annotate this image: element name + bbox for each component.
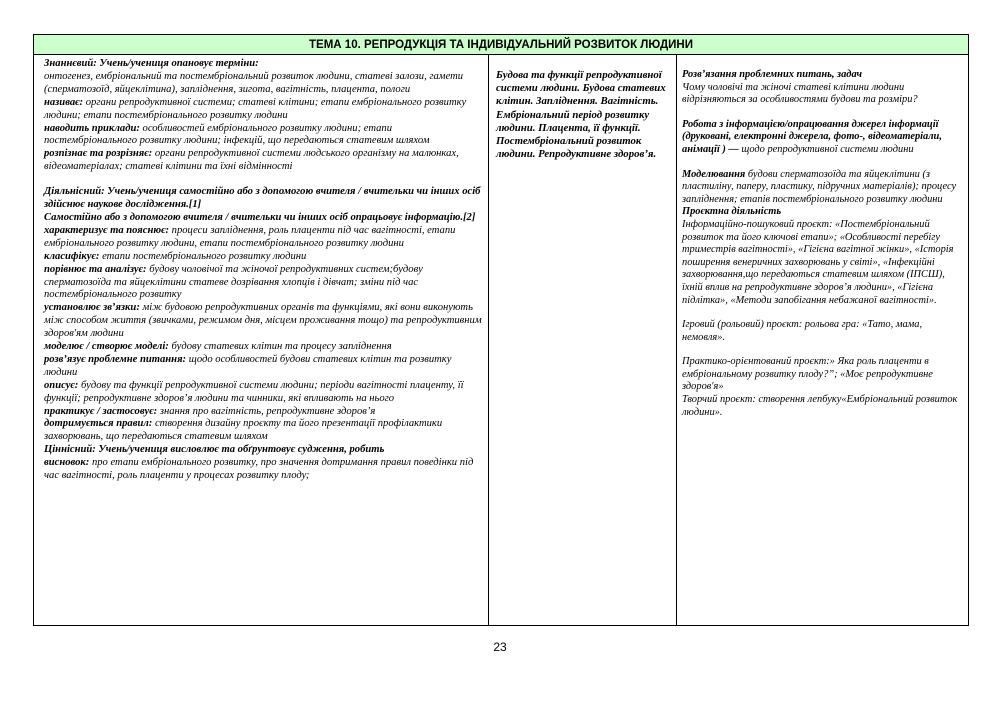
activities-column [677, 55, 968, 625]
project-info-search: Інформаційно-пошуковий проєкт: «Постембріональний розвиток та його ключові етапи»; «Особливості перебігу триместрів вагітності», «Гігієна вагітної жінки», «Історія поширення венеричних захворювань у світі», «Інфекційні захворювання,що передаються статевим шляхом (ІПСШ), їхній вплив на репродуктивне здоров’я людини», «Гігієна підлітка», «Методи запобігання небажаної вагітності». [682, 218, 954, 306]
outcome-links: установлює зв’язки: між будовою репродуктивних органів та функціями, які вони виконують між способом життя (звичками, режимом дня, місцем проживання тощо) та репродуктивним здоров'ям людини [44, 302, 482, 340]
table-title: ТЕМА 10. РЕПРОДУКЦІЯ ТА ІНДИВІДУАЛЬНИЙ РОЗВИТОК ЛЮДИНИ [34, 35, 968, 55]
learning-outcomes-column [34, 55, 489, 625]
outcome-examples: наводить приклади: особливостей ембріонального розвитку людини; етапи постембріонального розвитку людини; інфекцій, що передаються статевим шляхом [44, 122, 430, 147]
outcome-models: моделює / створює моделі: будову статевих клітин та процесу запліднення [44, 341, 392, 353]
activity-heading: Діяльнісний: Учень/учениця самостійно або з допомогою вчителя / вчительки чи інших осіб здійснює наукове дослідження.[1] [44, 186, 481, 211]
project-practical: Практико-орієнтований проєкт:» Яка роль плаценти в ембріональному розвитку плоду?”; «Моє репродуктивне здоров'я» [682, 356, 933, 393]
content-text: Будова та функції репродуктивної системи людини. Будова статевих клітин. Запліднення. Вагітність. Ембріональний період розвитку людини. Плацента, її функції. Постембріональний розвиток людини. Репродуктивне здоров’я. [496, 69, 666, 161]
outcome-names: називає: органи репродуктивної системи; статеві клітини; етапи ембріонального розвитку людини; етапи постембріонального розвитку людини [44, 96, 467, 121]
info-work: Робота з інформацією/опрацювання джерел інформації (друковані, електронні джерела, фото-, відеоматеріали, анімації ) — щодо репродуктивної системи людини [682, 118, 942, 155]
problem-solving-text: Чому чоловічі та жіночі статеві клітини людини відрізняються за особливостями будови та розміри? [682, 81, 918, 106]
project-role-play: Ігровий (рольовий) проєкт: рольова гра: «Тато, мама, немовля». [682, 319, 923, 343]
topic-table [33, 34, 969, 626]
outcome-characterizes: характеризує та пояснює: процеси запліднення, роль плаценти під час вагітності, етапи ембріонального розвитку людини, етапи постембріонального розвитку людини [44, 224, 456, 249]
values-heading: Ціннісний: Учень/учениця висловлює та обґрунтовує судження, робить [44, 444, 385, 456]
outcome-conclusion: висновок: про етапи ембріонального розвитку, про значення дотримання правил поведінки під час вагітності, роль плаценти у процесах розвитку плоду; [44, 457, 474, 482]
knowledge-heading: Знаннєвий: Учень/учениця опановує терміни: [44, 58, 259, 69]
outcome-describes: описує: будову та функції репродуктивної системи людини; періоди вагітності плаценту, її функції; репродуктивне здоров’я людини та чинники, які впливають на нього [44, 379, 464, 404]
project-heading: Проєктна діяльність [682, 206, 782, 218]
outcome-practices: практикує / застосовує: знання про вагітність, репродуктивне здоров’я [44, 405, 376, 417]
terms-list: онтогенез, ембріональний та постембріональний розвиток людини, статеві залози, гамети (сперматозоїд, яйцеклітина), запліднення, зигота, вагітність, плацента, пологи [44, 70, 464, 95]
outcome-compares: порівнює та аналізує: будову чоловічої та жіночої репродуктивних систем;будову сперматозоїда та яйцеклітини статеве дозрівання хлопців і дівчат; зміни під час постембріонального розвитку [44, 263, 423, 301]
activity-info: Самостійно або з допомогою вчителя / вчительки чи інших осіб опрацьовує інформацію.[2] [44, 211, 476, 223]
page-number: 23 [493, 640, 507, 654]
outcome-solves: розв’язує проблемне питання: щодо особливостей будови статевих клітин та розвитку людини [44, 353, 452, 378]
content-column [489, 55, 677, 625]
problem-solving-heading: Розв’язання проблемних питань, задач [682, 69, 862, 80]
outcome-recognizes: розпізнає та розрізняє: органи репродуктивної системи людського організму на малюнках, відеоматеріалах; статеві клітини та їхні відмінності [44, 148, 459, 173]
project-creative: Творчий проєкт: створення лепбуку«Ембріональний розвиток людини». [682, 394, 958, 418]
outcome-classifies: класифікує: етапи постембріонального розвитку людини [44, 250, 307, 262]
outcome-follows-rules: дотримується правил: створення дизайну проєкту та його презентації профілактики захворювань, що передаються статевим шляхом [44, 418, 443, 443]
modeling: Моделювання будови сперматозоїда та яйцеклітини (з пластиліну, паперу, пластику, підручних матеріалів); процесу запліднення; етапів постембріонального розвитку людини [682, 168, 957, 205]
